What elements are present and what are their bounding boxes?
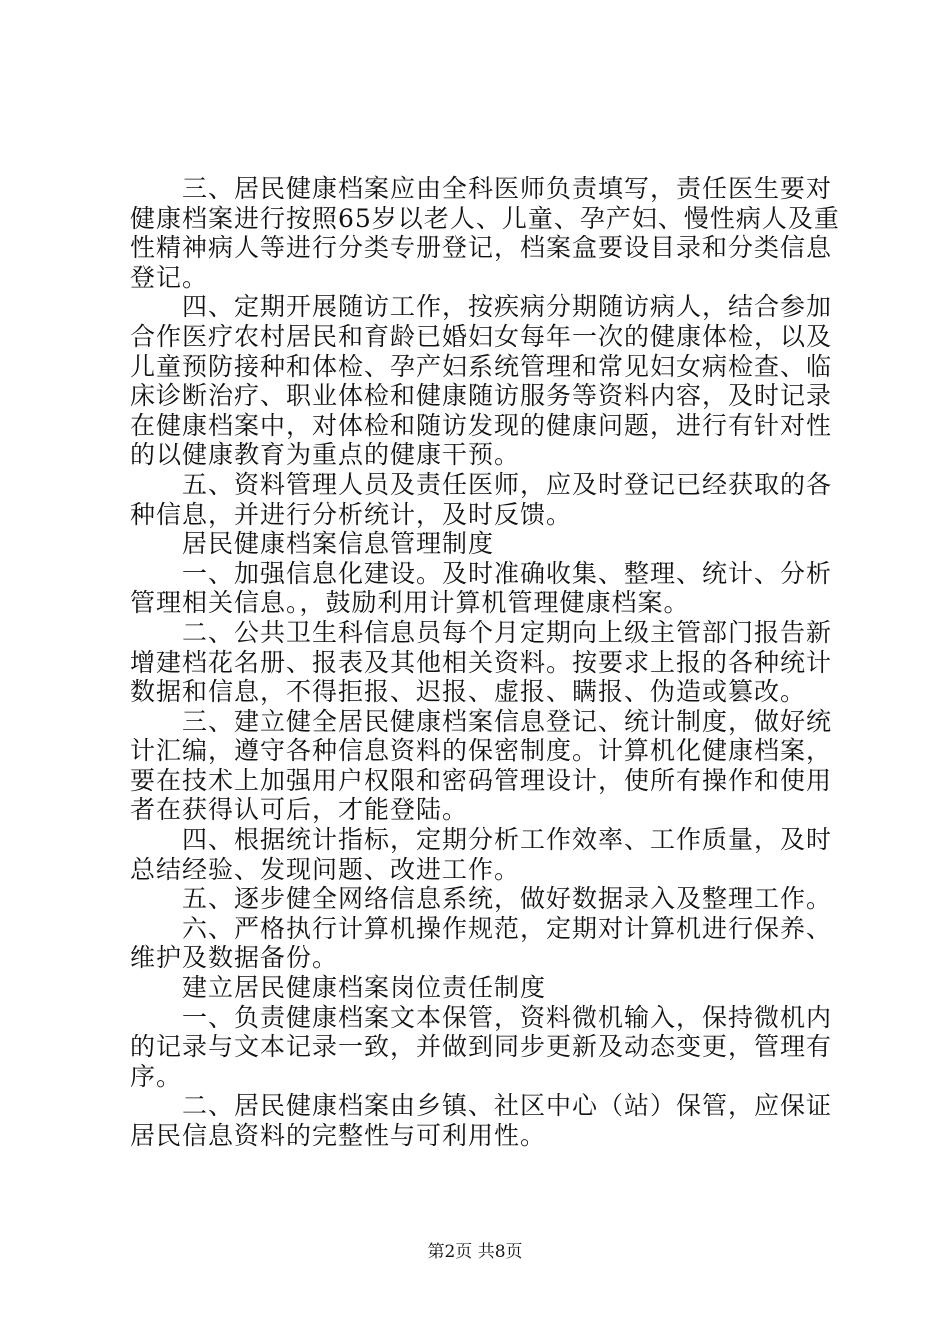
text-line: 居民信息资料的完整性与可利用性。 [130, 1121, 547, 1150]
text-line: 种信息，并进行分析统计，及时反馈。 [130, 499, 573, 529]
text-line: 总结经验、发现问题、改进工作。 [130, 854, 521, 884]
text-line: 管理相关信息。，鼓励利用计算机管理健康档案。 [130, 588, 690, 618]
text-line: 登记。 [130, 262, 209, 292]
text-line: 二、居民健康档案由乡镇、社区中心（站）保管，应保证 [130, 1091, 833, 1121]
text-line: 三、建立健全居民健康档案信息登记、统计制度，做好统 [130, 706, 833, 736]
text-line: 床诊断治疗、职业体检和健康随访服务等资料内容，及时记录 [130, 381, 833, 411]
text-line: 要在技术上加强用户权限和密码管理设计，使所有操作和使用 [130, 765, 833, 795]
text-line: 五、资料管理人员及责任医师，应及时登记已经获取的各 [130, 469, 833, 499]
text-line: 性精神病人等进行分类专册登记，档案盒要设目录和分类信息 [130, 233, 833, 263]
text-line: 二、公共卫生科信息员每个月定期向上级主管部门报告新 [130, 617, 833, 647]
text-line: 增建档花名册、报表及其他相关资料。按要求上报的各种统计 [130, 647, 833, 677]
section-heading: 建立居民健康档案岗位责任制度 [130, 973, 547, 1003]
text-line: 的以健康教育为重点的健康干预。 [130, 440, 521, 470]
text-line: 六、严格执行计算机操作规范，定期对计算机进行保养、 [130, 913, 833, 943]
text-line: 维护及数据备份。 [130, 943, 339, 973]
text-line: 合作医疗农村居民和育龄已婚妇女每年一次的健康体检，以及 [130, 321, 833, 351]
document-body [130, 174, 840, 1151]
text-line: 计汇编，遵守各种信息资料的保密制度。计算机化健康档案， [130, 736, 833, 766]
page-number-label: 第2页 共8页 [427, 1242, 523, 1262]
page-footer [0, 1241, 950, 1263]
text-line: 四、定期开展随访工作，按疾病分期随访病人，结合参加 [130, 292, 833, 322]
text-line: 序。 [130, 1061, 183, 1091]
text-line: 者在获得认可后，才能登陆。 [130, 795, 469, 825]
section-heading: 居民健康档案信息管理制度 [130, 529, 495, 559]
text-line: 健康档案进行按照65岁以老人、儿童、孕产妇、慢性病人及重 [130, 203, 840, 233]
text-line: 五、逐步健全网络信息系统，做好数据录入及整理工作。 [130, 884, 833, 914]
text-line: 在健康档案中，对体检和随访发现的健康问题，进行有针对性 [130, 410, 833, 440]
text-line: 三、居民健康档案应由全科医师负责填写，责任医生要对 [130, 174, 833, 203]
text-line: 四、根据统计指标，定期分析工作效率、工作质量，及时 [130, 825, 833, 855]
text-line: 数据和信息，不得拒报、迟报、虚报、瞒报、伪造或篡改。 [130, 677, 807, 707]
text-line: 一、加强信息化建设。及时准确收集、整理、统计、分析 [130, 558, 833, 588]
text-line: 儿童预防接种和体检、孕产妇系统管理和常见妇女病检查、临 [130, 351, 833, 381]
text-line: 一、负责健康档案文本保管，资料微机输入，保持微机内 [130, 1002, 833, 1032]
text-line: 的记录与文本记录一致，并做到同步更新及动态变更，管理有 [130, 1032, 833, 1062]
